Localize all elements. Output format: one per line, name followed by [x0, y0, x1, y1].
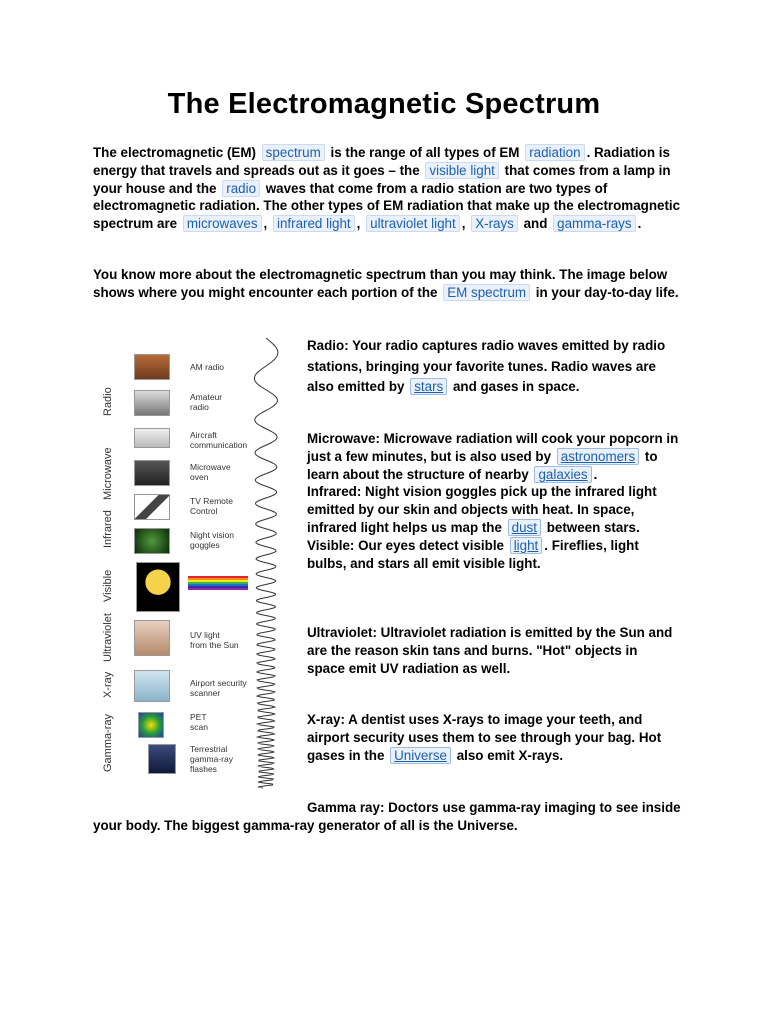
band-label-radio: Radio — [102, 387, 114, 416]
item-label-amateur-radio: Amateur radio — [190, 392, 223, 412]
microwave-oven-image — [134, 460, 170, 486]
wavelength-wave — [246, 336, 286, 792]
link-gamma-rays[interactable]: gamma-rays — [553, 215, 635, 232]
visible-spectrum-bar — [188, 576, 248, 590]
link-galaxies[interactable]: galaxies — [534, 466, 591, 483]
item-label-pet-scan: PET scan — [190, 712, 208, 732]
link-universe[interactable]: Universe — [390, 747, 451, 764]
item-label-tv-remote: TV Remote Control — [190, 496, 233, 516]
intro-paragraph-2: You know more about the electromagnetic spectrum than you may think. The image below shows where you might encounter each portion of the EM spectrum in your day-to-day life. — [93, 267, 679, 300]
link-radiation[interactable]: radiation — [525, 144, 584, 161]
uv-sun-image — [134, 620, 170, 656]
link-dust[interactable]: dust — [508, 519, 541, 536]
amateur-radio-image — [134, 390, 170, 416]
gamma-description: Gamma ray: Doctors use gamma-ray imaging to see inside your body. The biggest gamma-ray generator of all is the Universe. — [93, 800, 681, 833]
link-x-rays[interactable]: X-rays — [471, 215, 518, 232]
link-microwaves[interactable]: microwaves — [183, 215, 262, 232]
aircraft-image — [134, 428, 170, 448]
link-radio[interactable]: radio — [222, 180, 260, 197]
night-vision-image — [134, 528, 170, 554]
item-label-night-vision: Night vision goggles — [190, 530, 234, 550]
item-label-am-radio: AM radio — [190, 362, 225, 372]
link-ultraviolet-light[interactable]: ultraviolet light — [366, 215, 460, 232]
band-label-microwave: Microwave — [102, 447, 114, 500]
link-astronomers[interactable]: astronomers — [557, 448, 639, 465]
gamma-flash-image — [148, 744, 176, 774]
band-label-ultraviolet: Ultraviolet — [102, 613, 114, 662]
band-label-visible: Visible — [102, 569, 114, 602]
link-stars[interactable]: stars — [410, 378, 447, 395]
intro-paragraph: The electromagnetic (EM) spectrum is the range of all types of EM radiation . Radiation is energy that travels and spreads out as it goes – the visible light that comes from a lamp in your house and the radio waves that come from a radio station are two types of electromagnetic radiation. The other types of EM radiation that make up the electromagnetic spectrum are microwaves , infrared light , ultraviolet light , X-rays and gamma-rays . — [93, 145, 681, 232]
band-label-x-ray: X-ray — [102, 671, 114, 698]
item-label-aircraft: Aircraft communication — [190, 430, 248, 450]
link-spectrum[interactable]: spectrum — [262, 144, 325, 161]
band-label-infrared: Infrared — [102, 510, 114, 548]
airport-scanner-image — [134, 670, 170, 702]
link-infrared-light[interactable]: infrared light — [273, 215, 355, 232]
item-label-microwave-oven: Microwave oven — [190, 462, 231, 482]
radio-description: Radio: Your radio captures radio waves emitted by radio stations, bringing your favorite tunes. Radio waves are also emitted by stars and gases in space. — [307, 338, 666, 394]
item-label-airport-scanner: Airport security scanner — [190, 678, 247, 698]
link-visible-light[interactable]: visible light — [425, 162, 499, 179]
band-label-gamma-ray: Gamma-ray — [102, 713, 114, 772]
light-bulb-image — [136, 562, 180, 612]
link-light[interactable]: light — [510, 537, 543, 554]
xray-description: X-ray: A dentist uses X-rays to image your teeth, and airport security uses them to see through your bag. Hot gases in the Universe also emit X-rays. — [307, 712, 662, 763]
microwave-infrared-visible-description: Microwave: Microwave radiation will cook your popcorn in just a few minutes, but is also used by astronomers to learn about the structure of nearby galaxies . Infrared: Night vision goggles pick up the infrared light emitted by our skin and objects with heat. In space, infrared light helps us map the dust between stars. Visible: Our eyes detect visible light . Fireflies, light bulbs, and stars all emit visible light. — [307, 431, 679, 571]
page-title: The Electromagnetic Spectrum — [167, 88, 601, 120]
am-radio-image — [134, 354, 170, 380]
pet-scan-image — [138, 712, 164, 738]
spectrum-diagram — [96, 336, 296, 796]
item-label-gamma-flashes: Terrestrial gamma-ray flashes — [190, 744, 233, 774]
ultraviolet-description: Ultraviolet: Ultraviolet radiation is emitted by the Sun and are the reason skin tans and burns. "Hot" objects in space emit UV radiation as well. — [307, 625, 673, 676]
link-em-spectrum[interactable]: EM spectrum — [443, 284, 530, 301]
tv-remote-image — [134, 494, 170, 520]
item-label-uv-light: UV light from the Sun — [190, 630, 239, 650]
